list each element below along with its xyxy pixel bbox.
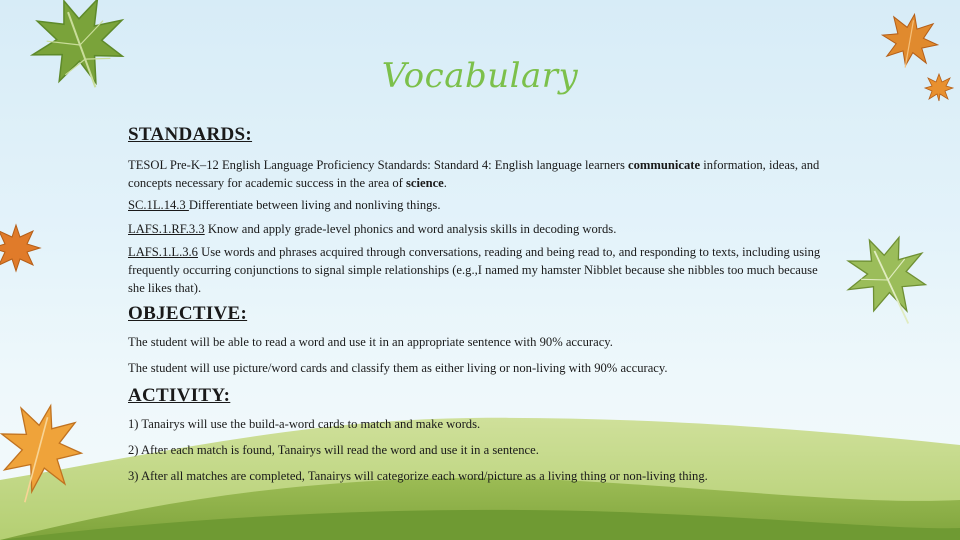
sc-code: SC.1L.14.3 bbox=[128, 198, 189, 212]
slide-title: Vocabulary bbox=[381, 56, 579, 96]
lafs-l-code: LAFS.1.L.3.6 bbox=[128, 245, 198, 259]
slide-content bbox=[128, 124, 828, 485]
activity-heading: ACTIVITY: bbox=[128, 385, 231, 406]
sc-text: Differentiate between living and nonliving things. bbox=[188, 198, 441, 212]
sc-standard bbox=[128, 196, 828, 214]
activity-item: 3) After all matches are completed, Tanairys will categorize each word/picture as a living thing or non-living thing. bbox=[128, 469, 708, 483]
green-leaf-right-icon bbox=[838, 230, 938, 330]
lafs-l-text: Use words and phrases acquired through conversations, reading and being read to, and responding to texts, including using frequently occurring conjunctions to signal simple relationships (e.g.,I named my hamster Nibblet because she nibbles too much because she likes that). bbox=[128, 245, 821, 295]
orange-leaf-bottom-left-icon bbox=[0, 398, 84, 508]
tesol-standard bbox=[128, 156, 828, 192]
objective-heading: OBJECTIVE: bbox=[128, 303, 248, 324]
tesol-bold-science: science bbox=[405, 176, 444, 190]
lafs-rf-text: Know and apply grade-level phonics and word analysis skills in decoding words. bbox=[204, 222, 617, 236]
lafs-rf-code: LAFS.1.RF.3.3 bbox=[128, 222, 205, 236]
tesol-text-pre: TESOL Pre-K–12 English Language Proficiency Standards: Standard 4: English language learners bbox=[128, 158, 629, 172]
tesol-text-post: . bbox=[443, 176, 447, 190]
tesol-text-mid: information, ideas, and concepts necessary for academic success in the area of bbox=[128, 158, 820, 190]
standards-heading: STANDARDS: bbox=[128, 124, 253, 145]
objective-item: The student will be able to read a word and use it in an appropriate sentence with 90% accuracy. bbox=[128, 335, 613, 349]
tesol-bold-communicate: communicate bbox=[628, 158, 701, 172]
lafs-l-standard bbox=[128, 243, 828, 297]
lafs-rf-standard bbox=[128, 220, 828, 238]
activity-item: 1) Tanairys will use the build-a-word cards to match and make words. bbox=[128, 417, 481, 431]
objective-item: The student will use picture/word cards and classify them as either living or non-living with 90% accuracy. bbox=[128, 361, 668, 375]
orange-leaf-left-icon bbox=[0, 222, 42, 274]
activity-item: 2) After each match is found, Tanairys will read the word and use it in a sentence. bbox=[128, 443, 539, 457]
